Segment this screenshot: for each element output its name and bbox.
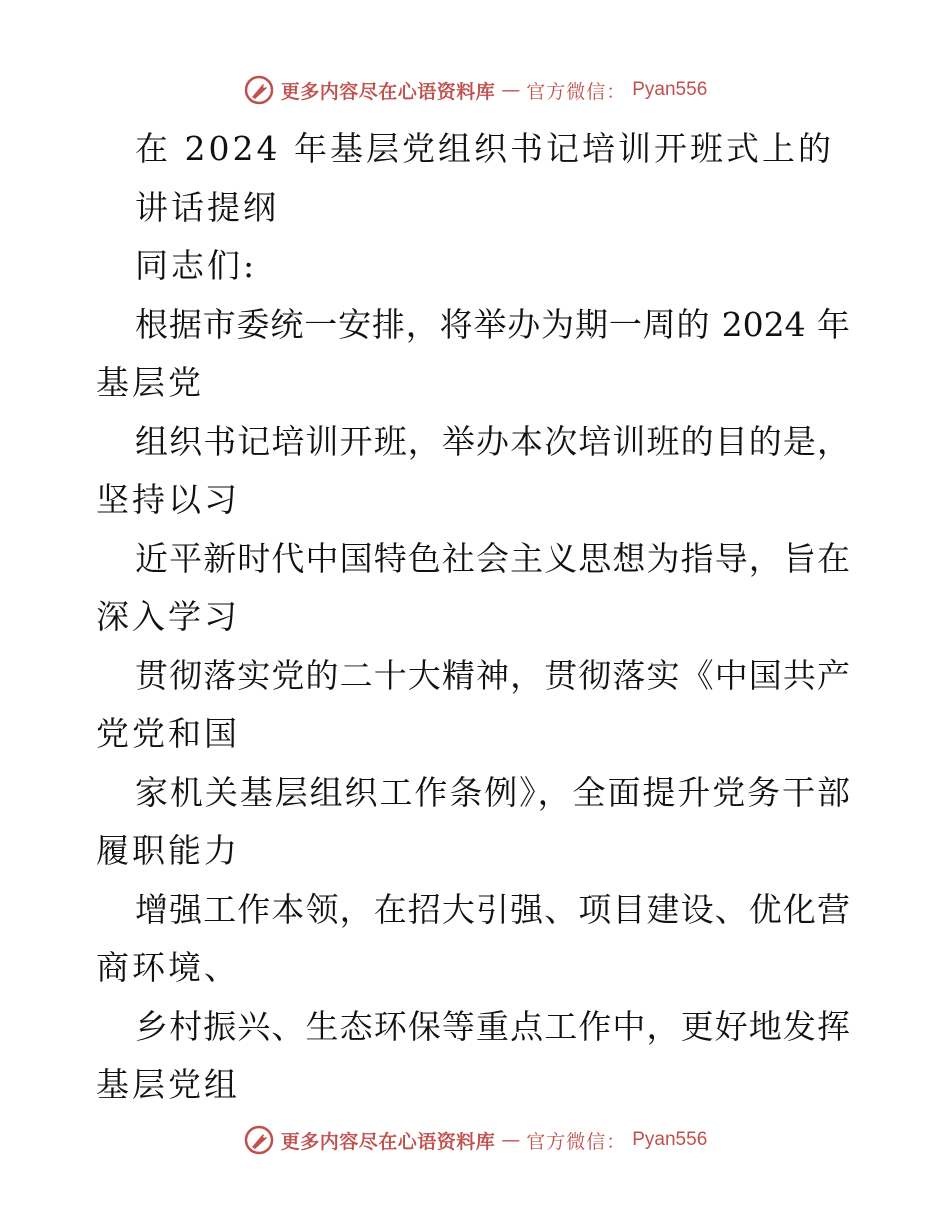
footer-watermark <box>0 1122 950 1158</box>
paragraph-line: 履职能力 <box>96 831 240 870</box>
paragraph-line: 组织书记培训开班，举办本次培训班的目的是， <box>135 421 850 461</box>
paragraph-line: 近平新时代中国特色社会主义思想为指导，旨在 <box>135 538 850 578</box>
paragraph-line: 党党和国 <box>96 714 240 753</box>
watermark-dash: — <box>501 79 521 101</box>
paragraph-line: 家机关基层组织工作条例》，全面提升党务干部 <box>135 772 850 812</box>
salutation: 同志们: <box>135 246 258 285</box>
watermark-label: 官方微信： <box>526 1130 627 1153</box>
paragraph-line: 根据市委统一安排，将举办为期一周的 2024 年 <box>135 304 850 344</box>
document-title-line-2: 讲话提纲 <box>135 187 279 227</box>
paragraph-line: 深入学习 <box>96 597 240 636</box>
document-title-line-1: 在 2024 年基层党组织书记培训开班式上的 <box>135 129 834 168</box>
watermark-label: 官方微信： <box>526 80 627 103</box>
pen-nib-logo-icon <box>243 74 275 106</box>
watermark-dash: — <box>501 1129 521 1151</box>
paragraph-line: 基层党组 <box>96 1065 240 1104</box>
paragraph-line: 商环境、 <box>96 948 240 987</box>
document-body <box>96 120 856 1115</box>
paragraph-line: 贯彻落实党的二十大精神，贯彻落实《中国共产 <box>135 655 850 695</box>
paragraph-line: 基层党 <box>96 363 204 402</box>
pen-nib-logo-icon <box>243 1124 275 1156</box>
watermark-code: Pyan556 <box>632 79 708 100</box>
paragraph-line: 乡村振兴、生态环保等重点工作中，更好地发挥 <box>135 1006 850 1046</box>
paragraph-line: 坚持以习 <box>96 480 240 519</box>
header-watermark <box>0 72 950 108</box>
paragraph-line: 增强工作本领，在招大引强、项目建设、优化营 <box>135 889 850 929</box>
watermark-code: Pyan556 <box>632 1129 708 1150</box>
watermark-text: 更多内容尽在心语资料库 <box>280 80 496 103</box>
watermark-text: 更多内容尽在心语资料库 <box>280 1130 496 1153</box>
